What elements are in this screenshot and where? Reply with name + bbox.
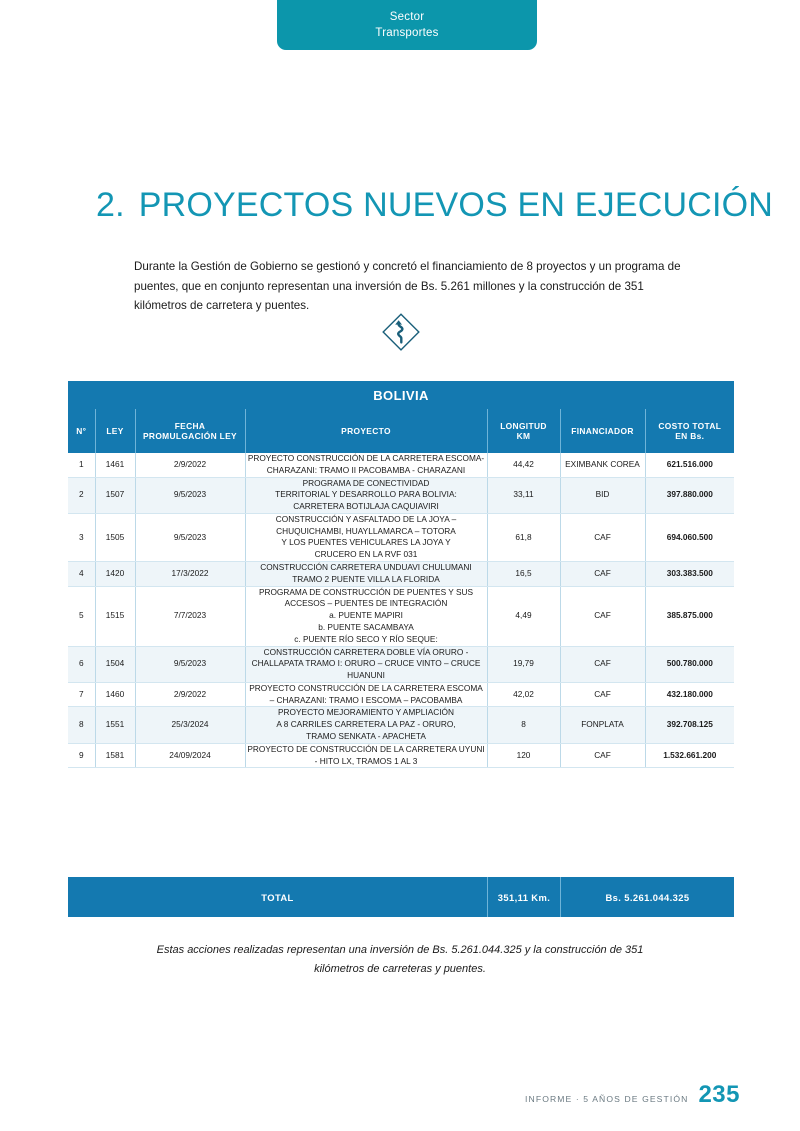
row-ley: 1551 xyxy=(95,707,135,743)
row-ley: 1505 xyxy=(95,513,135,561)
sector-tab-line1: Sector xyxy=(389,10,425,23)
col-header-ley: LEY xyxy=(95,409,135,453)
row-number: 4 xyxy=(68,562,95,587)
col-header-financiador: FINANCIADOR xyxy=(560,409,645,453)
row-costo: 432.180.000 xyxy=(645,682,734,707)
row-proyecto: CONSTRUCCIÓN Y ASFALTADO DE LA JOYA – CHUQUICHAMBI, HUAYLLAMARCA – TOTORA Y LOS PUENTES VEHICULARES LA JOYA Y CRUCERO EN LA RVF 031 xyxy=(245,513,487,561)
row-number: 1 xyxy=(68,453,95,477)
col-header-longitud-line2: KM xyxy=(516,431,531,441)
col-header-fecha-line1: FECHA xyxy=(174,420,206,431)
row-longitud: 44,42 xyxy=(487,453,560,477)
row-fecha: 25/3/2024 xyxy=(135,707,245,743)
row-costo: 303.383.500 xyxy=(645,562,734,587)
row-financiador: CAF xyxy=(560,562,645,587)
row-financiador: CAF xyxy=(560,646,645,682)
row-longitud: 42,02 xyxy=(487,682,560,707)
row-costo: 500.780.000 xyxy=(645,646,734,682)
row-financiador: FONPLATA xyxy=(560,707,645,743)
row-financiador: CAF xyxy=(560,743,645,768)
col-header-proyecto: PROYECTO xyxy=(245,409,487,453)
table-caption: Estas acciones realizadas representan una inversión de Bs. 5.261.044.325 y la construcción de 351 kilómetros de carreteras y puentes. xyxy=(156,944,644,976)
col-header-costo xyxy=(645,409,734,453)
table-banner-bolivia: BOLIVIA xyxy=(68,381,734,409)
row-costo: 385.875.000 xyxy=(645,586,734,646)
row-number: 9 xyxy=(68,743,95,768)
table-row xyxy=(68,743,734,768)
row-financiador: CAF xyxy=(560,513,645,561)
row-proyecto: CONSTRUCCIÓN CARRETERA UNDUAVI CHULUMANI TRAMO 2 PUENTE VILLA LA FLORIDA xyxy=(245,562,487,587)
row-proyecto: PROYECTO CONSTRUCCIÓN DE LA CARRETERA ESCOMA – CHARAZANI: TRAMO I ESCOMA – PACOBAMBA xyxy=(245,682,487,707)
col-header-longitud-line1: LONGITUD xyxy=(500,420,547,431)
table-row xyxy=(68,477,734,513)
row-ley: 1507 xyxy=(95,477,135,513)
table-row xyxy=(68,562,734,587)
row-costo: 694.060.500 xyxy=(645,513,734,561)
page-number: 235 xyxy=(698,1081,740,1108)
intro-paragraph: Durante la Gestión de Gobierno se gestionó y concretó el financiamiento de 8 proyectos y un programa de puentes, que en conjunto representan una inversión de Bs. 5.261 millones y la construcción de 351 kilómetros de carretera y puentes. xyxy=(134,259,681,313)
col-header-longitud xyxy=(487,409,560,453)
row-ley: 1504 xyxy=(95,646,135,682)
table-row xyxy=(68,682,734,707)
row-number: 5 xyxy=(68,586,95,646)
total-label: TOTAL xyxy=(261,891,294,903)
row-number: 8 xyxy=(68,707,95,743)
row-proyecto: PROYECTO MEJORAMIENTO Y AMPLIACIÓN A 8 CARRILES CARRETERA LA PAZ - ORURO, TRAMO SENKATA - APACHETA xyxy=(245,707,487,743)
total-longitud: 351,11 Km. xyxy=(487,877,560,917)
row-ley: 1515 xyxy=(95,586,135,646)
table-row xyxy=(68,586,734,646)
row-costo: 1.532.661.200 xyxy=(645,743,734,768)
row-longitud: 8 xyxy=(487,707,560,743)
projects-table xyxy=(68,381,734,768)
row-costo: 392.708.125 xyxy=(645,707,734,743)
sector-tab-line2: Transportes xyxy=(375,27,439,39)
row-number: 6 xyxy=(68,646,95,682)
row-longitud: 61,8 xyxy=(487,513,560,561)
row-costo: 397.880.000 xyxy=(645,477,734,513)
row-fecha: 7/7/2023 xyxy=(135,586,245,646)
row-ley: 1460 xyxy=(95,682,135,707)
row-number: 3 xyxy=(68,513,95,561)
row-financiador: CAF xyxy=(560,682,645,707)
row-proyecto: PROYECTO CONSTRUCCIÓN DE LA CARRETERA ESCOMA-CHARAZANI: TRAMO II PACOBAMBA - CHARAZANI xyxy=(245,453,487,477)
row-proyecto: PROGRAMA DE CONECTIVIDAD TERRITORIAL Y DESARROLLO PARA BOLIVIA: CARRETERA BOTIJLAJA CAQUIAVIRI xyxy=(245,477,487,513)
col-header-costo-line2: EN Bs. xyxy=(675,431,705,441)
row-longitud: 120 xyxy=(487,743,560,768)
section-title-text: PROYECTOS NUEVOS EN EJECUCIÓN xyxy=(138,186,774,224)
row-fecha: 9/5/2023 xyxy=(135,513,245,561)
row-costo: 621.516.000 xyxy=(645,453,734,477)
row-financiador: CAF xyxy=(560,586,645,646)
row-proyecto: CONSTRUCCIÓN CARRETERA DOBLE VÍA ORURO - CHALLAPATA TRAMO I: ORURO – CRUCE VINTO – CRUCE HUANUNI xyxy=(245,646,487,682)
col-header-number: N° xyxy=(68,409,95,453)
row-ley: 1461 xyxy=(95,453,135,477)
section-number: 2. xyxy=(96,186,125,224)
row-fecha: 9/5/2023 xyxy=(135,477,245,513)
row-longitud: 19,79 xyxy=(487,646,560,682)
row-financiador: BID xyxy=(560,477,645,513)
col-header-costo-line1: COSTO TOTAL xyxy=(658,420,722,431)
table-row xyxy=(68,707,734,743)
row-number: 7 xyxy=(68,682,95,707)
row-number: 2 xyxy=(68,477,95,513)
table-row xyxy=(68,646,734,682)
row-proyecto: PROYECTO DE CONSTRUCCIÓN DE LA CARRETERA UYUNI - HITO LX, TRAMOS 1 AL 3 xyxy=(245,743,487,768)
table-total-row xyxy=(68,877,734,917)
row-ley: 1581 xyxy=(95,743,135,768)
row-longitud: 33,11 xyxy=(487,477,560,513)
row-fecha: 17/3/2022 xyxy=(135,562,245,587)
row-financiador: EXIMBANK COREA xyxy=(560,453,645,477)
page-title xyxy=(96,186,774,225)
row-ley: 1420 xyxy=(95,562,135,587)
sector-tab xyxy=(277,0,537,50)
table-header-row xyxy=(68,409,734,453)
row-proyecto: PROGRAMA DE CONSTRUCCIÓN DE PUENTES Y SUS ACCESOS – PUENTES DE INTEGRACIÓN a. PUENTE MAPIRI b. PUENTE SACAMBAYA c. PUENTE RÍO SECO Y RÍO SEQUE: xyxy=(245,586,487,646)
row-longitud: 16,5 xyxy=(487,562,560,587)
table-row xyxy=(68,453,734,477)
row-fecha: 9/5/2023 xyxy=(135,646,245,682)
winding-road-sign-icon xyxy=(381,312,421,352)
footer-label: INFORME · 5 AÑOS DE GESTIÓN xyxy=(525,1094,689,1104)
col-header-fecha xyxy=(135,409,245,453)
table-row xyxy=(68,513,734,561)
row-fecha: 2/9/2022 xyxy=(135,682,245,707)
col-header-fecha-line2: PROMULGACIÓN LEY xyxy=(142,431,237,441)
total-costo: Bs. 5.261.044.325 xyxy=(560,877,734,917)
row-longitud: 4,49 xyxy=(487,586,560,646)
row-fecha: 2/9/2022 xyxy=(135,453,245,477)
page-footer xyxy=(525,1081,740,1109)
row-fecha: 24/09/2024 xyxy=(135,743,245,768)
